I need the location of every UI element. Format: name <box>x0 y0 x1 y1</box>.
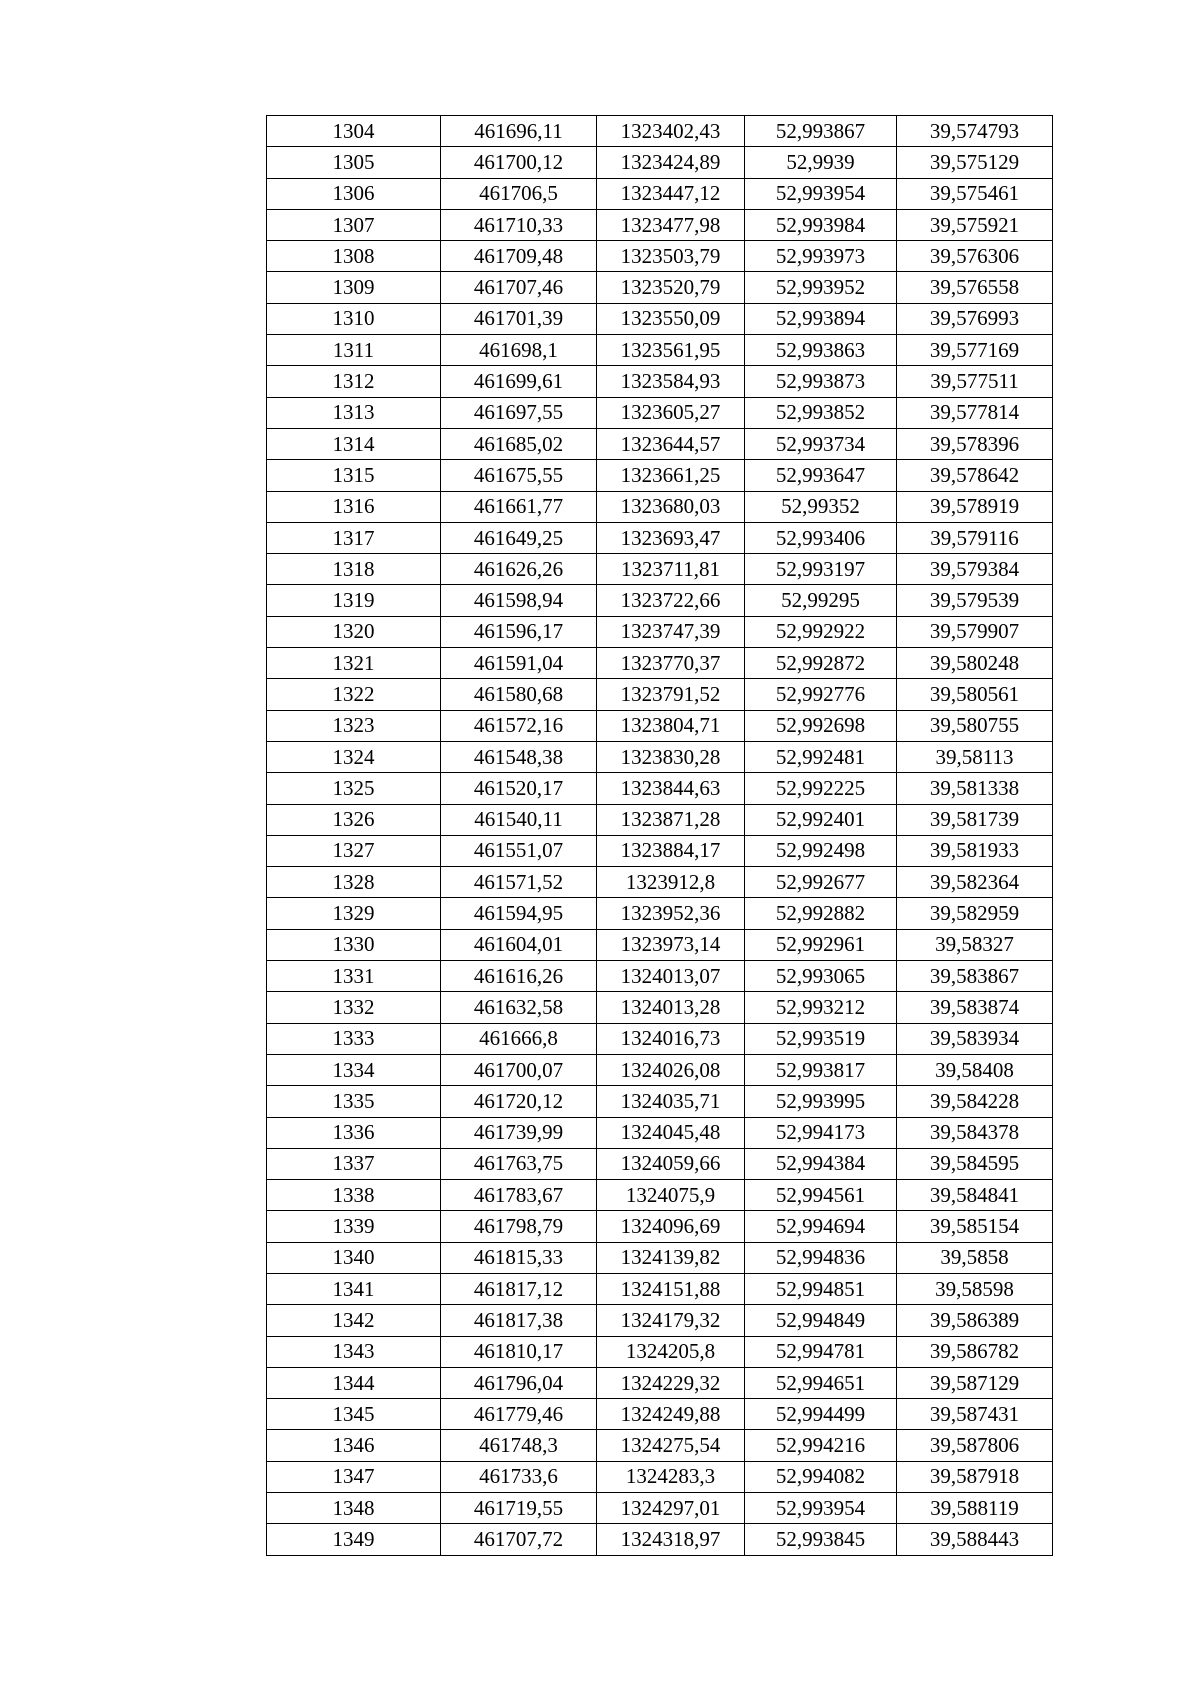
longitude-cell: 39,578396 <box>897 428 1053 459</box>
point-number-cell: 1304 <box>267 116 441 147</box>
point-number-cell: 1311 <box>267 335 441 366</box>
latitude-cell: 52,993995 <box>745 1086 897 1117</box>
y-coordinate-cell: 1323661,25 <box>597 460 745 491</box>
x-coordinate-cell: 461701,39 <box>441 303 597 334</box>
x-coordinate-cell: 461707,72 <box>441 1524 597 1555</box>
longitude-cell: 39,5858 <box>897 1242 1053 1273</box>
longitude-cell: 39,584228 <box>897 1086 1053 1117</box>
x-coordinate-cell: 461696,11 <box>441 116 597 147</box>
latitude-cell: 52,993867 <box>745 116 897 147</box>
longitude-cell: 39,579907 <box>897 616 1053 647</box>
latitude-cell: 52,992401 <box>745 804 897 835</box>
table-row <box>267 1054 1053 1085</box>
y-coordinate-cell: 1323424,89 <box>597 147 745 178</box>
longitude-cell: 39,577169 <box>897 335 1053 366</box>
y-coordinate-cell: 1324139,82 <box>597 1242 745 1273</box>
longitude-cell: 39,576306 <box>897 241 1053 272</box>
x-coordinate-cell: 461540,11 <box>441 804 597 835</box>
y-coordinate-cell: 1324283,3 <box>597 1461 745 1492</box>
y-coordinate-cell: 1323584,93 <box>597 366 745 397</box>
point-number-cell: 1334 <box>267 1054 441 1085</box>
longitude-cell: 39,586782 <box>897 1336 1053 1367</box>
x-coordinate-cell: 461733,6 <box>441 1461 597 1492</box>
latitude-cell: 52,993519 <box>745 1023 897 1054</box>
coordinates-table <box>266 115 1053 1556</box>
table-row <box>267 804 1053 835</box>
latitude-cell: 52,993845 <box>745 1524 897 1555</box>
table-row <box>267 1524 1053 1555</box>
longitude-cell: 39,583874 <box>897 992 1053 1023</box>
y-coordinate-cell: 1323520,79 <box>597 272 745 303</box>
table-row <box>267 460 1053 491</box>
latitude-cell: 52,994651 <box>745 1367 897 1398</box>
latitude-cell: 52,993817 <box>745 1054 897 1085</box>
x-coordinate-cell: 461699,61 <box>441 366 597 397</box>
table-row <box>267 178 1053 209</box>
point-number-cell: 1341 <box>267 1273 441 1304</box>
table-row <box>267 366 1053 397</box>
x-coordinate-cell: 461815,33 <box>441 1242 597 1273</box>
table-row <box>267 1242 1053 1273</box>
latitude-cell: 52,994173 <box>745 1117 897 1148</box>
x-coordinate-cell: 461685,02 <box>441 428 597 459</box>
point-number-cell: 1307 <box>267 209 441 240</box>
x-coordinate-cell: 461763,75 <box>441 1148 597 1179</box>
longitude-cell: 39,579116 <box>897 522 1053 553</box>
table-row <box>267 1336 1053 1367</box>
longitude-cell: 39,581739 <box>897 804 1053 835</box>
table-row <box>267 898 1053 929</box>
table-row <box>267 522 1053 553</box>
longitude-cell: 39,575921 <box>897 209 1053 240</box>
x-coordinate-cell: 461626,26 <box>441 554 597 585</box>
latitude-cell: 52,993973 <box>745 241 897 272</box>
x-coordinate-cell: 461710,33 <box>441 209 597 240</box>
point-number-cell: 1313 <box>267 397 441 428</box>
longitude-cell: 39,58408 <box>897 1054 1053 1085</box>
latitude-cell: 52,99352 <box>745 491 897 522</box>
point-number-cell: 1331 <box>267 961 441 992</box>
y-coordinate-cell: 1323830,28 <box>597 741 745 772</box>
table-row <box>267 1023 1053 1054</box>
x-coordinate-cell: 461817,12 <box>441 1273 597 1304</box>
point-number-cell: 1343 <box>267 1336 441 1367</box>
latitude-cell: 52,993065 <box>745 961 897 992</box>
longitude-cell: 39,584378 <box>897 1117 1053 1148</box>
y-coordinate-cell: 1324013,07 <box>597 961 745 992</box>
x-coordinate-cell: 461810,17 <box>441 1336 597 1367</box>
y-coordinate-cell: 1323644,57 <box>597 428 745 459</box>
latitude-cell: 52,992882 <box>745 898 897 929</box>
y-coordinate-cell: 1323844,63 <box>597 773 745 804</box>
y-coordinate-cell: 1323747,39 <box>597 616 745 647</box>
table-row <box>267 1117 1053 1148</box>
point-number-cell: 1314 <box>267 428 441 459</box>
y-coordinate-cell: 1323952,36 <box>597 898 745 929</box>
longitude-cell: 39,58327 <box>897 929 1053 960</box>
point-number-cell: 1346 <box>267 1430 441 1461</box>
point-number-cell: 1347 <box>267 1461 441 1492</box>
longitude-cell: 39,576993 <box>897 303 1053 334</box>
x-coordinate-cell: 461661,77 <box>441 491 597 522</box>
latitude-cell: 52,993197 <box>745 554 897 585</box>
table-row <box>267 116 1053 147</box>
longitude-cell: 39,588443 <box>897 1524 1053 1555</box>
x-coordinate-cell: 461548,38 <box>441 741 597 772</box>
latitude-cell: 52,992677 <box>745 867 897 898</box>
y-coordinate-cell: 1323722,66 <box>597 585 745 616</box>
y-coordinate-cell: 1324179,32 <box>597 1305 745 1336</box>
point-number-cell: 1330 <box>267 929 441 960</box>
y-coordinate-cell: 1324096,69 <box>597 1211 745 1242</box>
x-coordinate-cell: 461594,95 <box>441 898 597 929</box>
longitude-cell: 39,576558 <box>897 272 1053 303</box>
table-row <box>267 835 1053 866</box>
latitude-cell: 52,992922 <box>745 616 897 647</box>
point-number-cell: 1321 <box>267 648 441 679</box>
latitude-cell: 52,994836 <box>745 1242 897 1273</box>
x-coordinate-cell: 461719,55 <box>441 1493 597 1524</box>
table-row <box>267 1493 1053 1524</box>
y-coordinate-cell: 1324151,88 <box>597 1273 745 1304</box>
latitude-cell: 52,994849 <box>745 1305 897 1336</box>
point-number-cell: 1342 <box>267 1305 441 1336</box>
point-number-cell: 1325 <box>267 773 441 804</box>
table-row <box>267 428 1053 459</box>
x-coordinate-cell: 461700,07 <box>441 1054 597 1085</box>
table-row <box>267 867 1053 898</box>
point-number-cell: 1327 <box>267 835 441 866</box>
table-row <box>267 1430 1053 1461</box>
longitude-cell: 39,579384 <box>897 554 1053 585</box>
point-number-cell: 1309 <box>267 272 441 303</box>
x-coordinate-cell: 461632,58 <box>441 992 597 1023</box>
latitude-cell: 52,993952 <box>745 272 897 303</box>
latitude-cell: 52,993863 <box>745 335 897 366</box>
table-row <box>267 491 1053 522</box>
latitude-cell: 52,992225 <box>745 773 897 804</box>
table-row <box>267 1399 1053 1430</box>
table-row <box>267 272 1053 303</box>
point-number-cell: 1315 <box>267 460 441 491</box>
x-coordinate-cell: 461520,17 <box>441 773 597 804</box>
point-number-cell: 1348 <box>267 1493 441 1524</box>
point-number-cell: 1305 <box>267 147 441 178</box>
x-coordinate-cell: 461649,25 <box>441 522 597 553</box>
table-row <box>267 209 1053 240</box>
point-number-cell: 1308 <box>267 241 441 272</box>
point-number-cell: 1326 <box>267 804 441 835</box>
point-number-cell: 1323 <box>267 710 441 741</box>
x-coordinate-cell: 461817,38 <box>441 1305 597 1336</box>
point-number-cell: 1337 <box>267 1148 441 1179</box>
point-number-cell: 1339 <box>267 1211 441 1242</box>
table-row <box>267 1180 1053 1211</box>
longitude-cell: 39,588119 <box>897 1493 1053 1524</box>
longitude-cell: 39,582364 <box>897 867 1053 898</box>
y-coordinate-cell: 1324275,54 <box>597 1430 745 1461</box>
y-coordinate-cell: 1324318,97 <box>597 1524 745 1555</box>
point-number-cell: 1319 <box>267 585 441 616</box>
x-coordinate-cell: 461616,26 <box>441 961 597 992</box>
latitude-cell: 52,993894 <box>745 303 897 334</box>
y-coordinate-cell: 1323871,28 <box>597 804 745 835</box>
longitude-cell: 39,578919 <box>897 491 1053 522</box>
longitude-cell: 39,585154 <box>897 1211 1053 1242</box>
y-coordinate-cell: 1324045,48 <box>597 1117 745 1148</box>
longitude-cell: 39,587918 <box>897 1461 1053 1492</box>
y-coordinate-cell: 1323447,12 <box>597 178 745 209</box>
longitude-cell: 39,581933 <box>897 835 1053 866</box>
longitude-cell: 39,575129 <box>897 147 1053 178</box>
longitude-cell: 39,578642 <box>897 460 1053 491</box>
longitude-cell: 39,583867 <box>897 961 1053 992</box>
latitude-cell: 52,994781 <box>745 1336 897 1367</box>
x-coordinate-cell: 461796,04 <box>441 1367 597 1398</box>
point-number-cell: 1332 <box>267 992 441 1023</box>
point-number-cell: 1318 <box>267 554 441 585</box>
longitude-cell: 39,574793 <box>897 116 1053 147</box>
y-coordinate-cell: 1323693,47 <box>597 522 745 553</box>
table-row <box>267 1367 1053 1398</box>
y-coordinate-cell: 1324297,01 <box>597 1493 745 1524</box>
y-coordinate-cell: 1324075,9 <box>597 1180 745 1211</box>
y-coordinate-cell: 1323912,8 <box>597 867 745 898</box>
point-number-cell: 1338 <box>267 1180 441 1211</box>
x-coordinate-cell: 461604,01 <box>441 929 597 960</box>
y-coordinate-cell: 1324229,32 <box>597 1367 745 1398</box>
point-number-cell: 1320 <box>267 616 441 647</box>
point-number-cell: 1344 <box>267 1367 441 1398</box>
point-number-cell: 1317 <box>267 522 441 553</box>
x-coordinate-cell: 461675,55 <box>441 460 597 491</box>
latitude-cell: 52,993954 <box>745 178 897 209</box>
point-number-cell: 1324 <box>267 741 441 772</box>
y-coordinate-cell: 1323804,71 <box>597 710 745 741</box>
longitude-cell: 39,582959 <box>897 898 1053 929</box>
y-coordinate-cell: 1324016,73 <box>597 1023 745 1054</box>
y-coordinate-cell: 1324205,8 <box>597 1336 745 1367</box>
table-row <box>267 585 1053 616</box>
y-coordinate-cell: 1324035,71 <box>597 1086 745 1117</box>
x-coordinate-cell: 461666,8 <box>441 1023 597 1054</box>
latitude-cell: 52,992698 <box>745 710 897 741</box>
point-number-cell: 1345 <box>267 1399 441 1430</box>
x-coordinate-cell: 461591,04 <box>441 648 597 679</box>
table-row <box>267 241 1053 272</box>
longitude-cell: 39,586389 <box>897 1305 1053 1336</box>
x-coordinate-cell: 461700,12 <box>441 147 597 178</box>
x-coordinate-cell: 461551,07 <box>441 835 597 866</box>
table-row <box>267 1086 1053 1117</box>
x-coordinate-cell: 461596,17 <box>441 616 597 647</box>
x-coordinate-cell: 461739,99 <box>441 1117 597 1148</box>
x-coordinate-cell: 461698,1 <box>441 335 597 366</box>
point-number-cell: 1349 <box>267 1524 441 1555</box>
table-row <box>267 147 1053 178</box>
table-row <box>267 303 1053 334</box>
latitude-cell: 52,993647 <box>745 460 897 491</box>
latitude-cell: 52,992481 <box>745 741 897 772</box>
table-row <box>267 710 1053 741</box>
y-coordinate-cell: 1323503,79 <box>597 241 745 272</box>
latitude-cell: 52,994561 <box>745 1180 897 1211</box>
y-coordinate-cell: 1323884,17 <box>597 835 745 866</box>
point-number-cell: 1329 <box>267 898 441 929</box>
latitude-cell: 52,994694 <box>745 1211 897 1242</box>
longitude-cell: 39,584841 <box>897 1180 1053 1211</box>
x-coordinate-cell: 461697,55 <box>441 397 597 428</box>
y-coordinate-cell: 1323477,98 <box>597 209 745 240</box>
point-number-cell: 1316 <box>267 491 441 522</box>
longitude-cell: 39,575461 <box>897 178 1053 209</box>
table-row <box>267 773 1053 804</box>
latitude-cell: 52,992498 <box>745 835 897 866</box>
y-coordinate-cell: 1323711,81 <box>597 554 745 585</box>
latitude-cell: 52,994216 <box>745 1430 897 1461</box>
table-row <box>267 1148 1053 1179</box>
x-coordinate-cell: 461748,3 <box>441 1430 597 1461</box>
table-row <box>267 1273 1053 1304</box>
point-number-cell: 1322 <box>267 679 441 710</box>
latitude-cell: 52,994851 <box>745 1273 897 1304</box>
longitude-cell: 39,580561 <box>897 679 1053 710</box>
latitude-cell: 52,993734 <box>745 428 897 459</box>
y-coordinate-cell: 1324026,08 <box>597 1054 745 1085</box>
longitude-cell: 39,584595 <box>897 1148 1053 1179</box>
point-number-cell: 1328 <box>267 867 441 898</box>
longitude-cell: 39,58598 <box>897 1273 1053 1304</box>
longitude-cell: 39,583934 <box>897 1023 1053 1054</box>
point-number-cell: 1336 <box>267 1117 441 1148</box>
x-coordinate-cell: 461720,12 <box>441 1086 597 1117</box>
point-number-cell: 1306 <box>267 178 441 209</box>
latitude-cell: 52,992961 <box>745 929 897 960</box>
x-coordinate-cell: 461571,52 <box>441 867 597 898</box>
y-coordinate-cell: 1323550,09 <box>597 303 745 334</box>
x-coordinate-cell: 461707,46 <box>441 272 597 303</box>
latitude-cell: 52,994384 <box>745 1148 897 1179</box>
table-row <box>267 397 1053 428</box>
y-coordinate-cell: 1324059,66 <box>597 1148 745 1179</box>
table-row <box>267 1211 1053 1242</box>
table-row <box>267 648 1053 679</box>
latitude-cell: 52,993852 <box>745 397 897 428</box>
y-coordinate-cell: 1323605,27 <box>597 397 745 428</box>
latitude-cell: 52,993212 <box>745 992 897 1023</box>
coordinates-table-body <box>267 116 1053 1556</box>
point-number-cell: 1310 <box>267 303 441 334</box>
x-coordinate-cell: 461798,79 <box>441 1211 597 1242</box>
table-row <box>267 679 1053 710</box>
table-row <box>267 554 1053 585</box>
point-number-cell: 1312 <box>267 366 441 397</box>
table-row <box>267 335 1053 366</box>
longitude-cell: 39,577814 <box>897 397 1053 428</box>
longitude-cell: 39,577511 <box>897 366 1053 397</box>
longitude-cell: 39,587806 <box>897 1430 1053 1461</box>
y-coordinate-cell: 1323680,03 <box>597 491 745 522</box>
longitude-cell: 39,580248 <box>897 648 1053 679</box>
x-coordinate-cell: 461706,5 <box>441 178 597 209</box>
x-coordinate-cell: 461709,48 <box>441 241 597 272</box>
table-row <box>267 961 1053 992</box>
y-coordinate-cell: 1323770,37 <box>597 648 745 679</box>
latitude-cell: 52,993954 <box>745 1493 897 1524</box>
latitude-cell: 52,992872 <box>745 648 897 679</box>
longitude-cell: 39,581338 <box>897 773 1053 804</box>
table-row <box>267 1461 1053 1492</box>
point-number-cell: 1335 <box>267 1086 441 1117</box>
longitude-cell: 39,587431 <box>897 1399 1053 1430</box>
x-coordinate-cell: 461783,67 <box>441 1180 597 1211</box>
table-row <box>267 1305 1053 1336</box>
longitude-cell: 39,58113 <box>897 741 1053 772</box>
latitude-cell: 52,994499 <box>745 1399 897 1430</box>
point-number-cell: 1340 <box>267 1242 441 1273</box>
table-row <box>267 616 1053 647</box>
table-row <box>267 741 1053 772</box>
x-coordinate-cell: 461779,46 <box>441 1399 597 1430</box>
latitude-cell: 52,993406 <box>745 522 897 553</box>
latitude-cell: 52,994082 <box>745 1461 897 1492</box>
y-coordinate-cell: 1323561,95 <box>597 335 745 366</box>
latitude-cell: 52,993873 <box>745 366 897 397</box>
table-row <box>267 929 1053 960</box>
table-row <box>267 992 1053 1023</box>
longitude-cell: 39,587129 <box>897 1367 1053 1398</box>
y-coordinate-cell: 1323791,52 <box>597 679 745 710</box>
point-number-cell: 1333 <box>267 1023 441 1054</box>
x-coordinate-cell: 461580,68 <box>441 679 597 710</box>
longitude-cell: 39,580755 <box>897 710 1053 741</box>
latitude-cell: 52,992776 <box>745 679 897 710</box>
latitude-cell: 52,993984 <box>745 209 897 240</box>
y-coordinate-cell: 1324013,28 <box>597 992 745 1023</box>
x-coordinate-cell: 461572,16 <box>441 710 597 741</box>
latitude-cell: 52,9939 <box>745 147 897 178</box>
y-coordinate-cell: 1324249,88 <box>597 1399 745 1430</box>
x-coordinate-cell: 461598,94 <box>441 585 597 616</box>
longitude-cell: 39,579539 <box>897 585 1053 616</box>
y-coordinate-cell: 1323973,14 <box>597 929 745 960</box>
y-coordinate-cell: 1323402,43 <box>597 116 745 147</box>
latitude-cell: 52,99295 <box>745 585 897 616</box>
